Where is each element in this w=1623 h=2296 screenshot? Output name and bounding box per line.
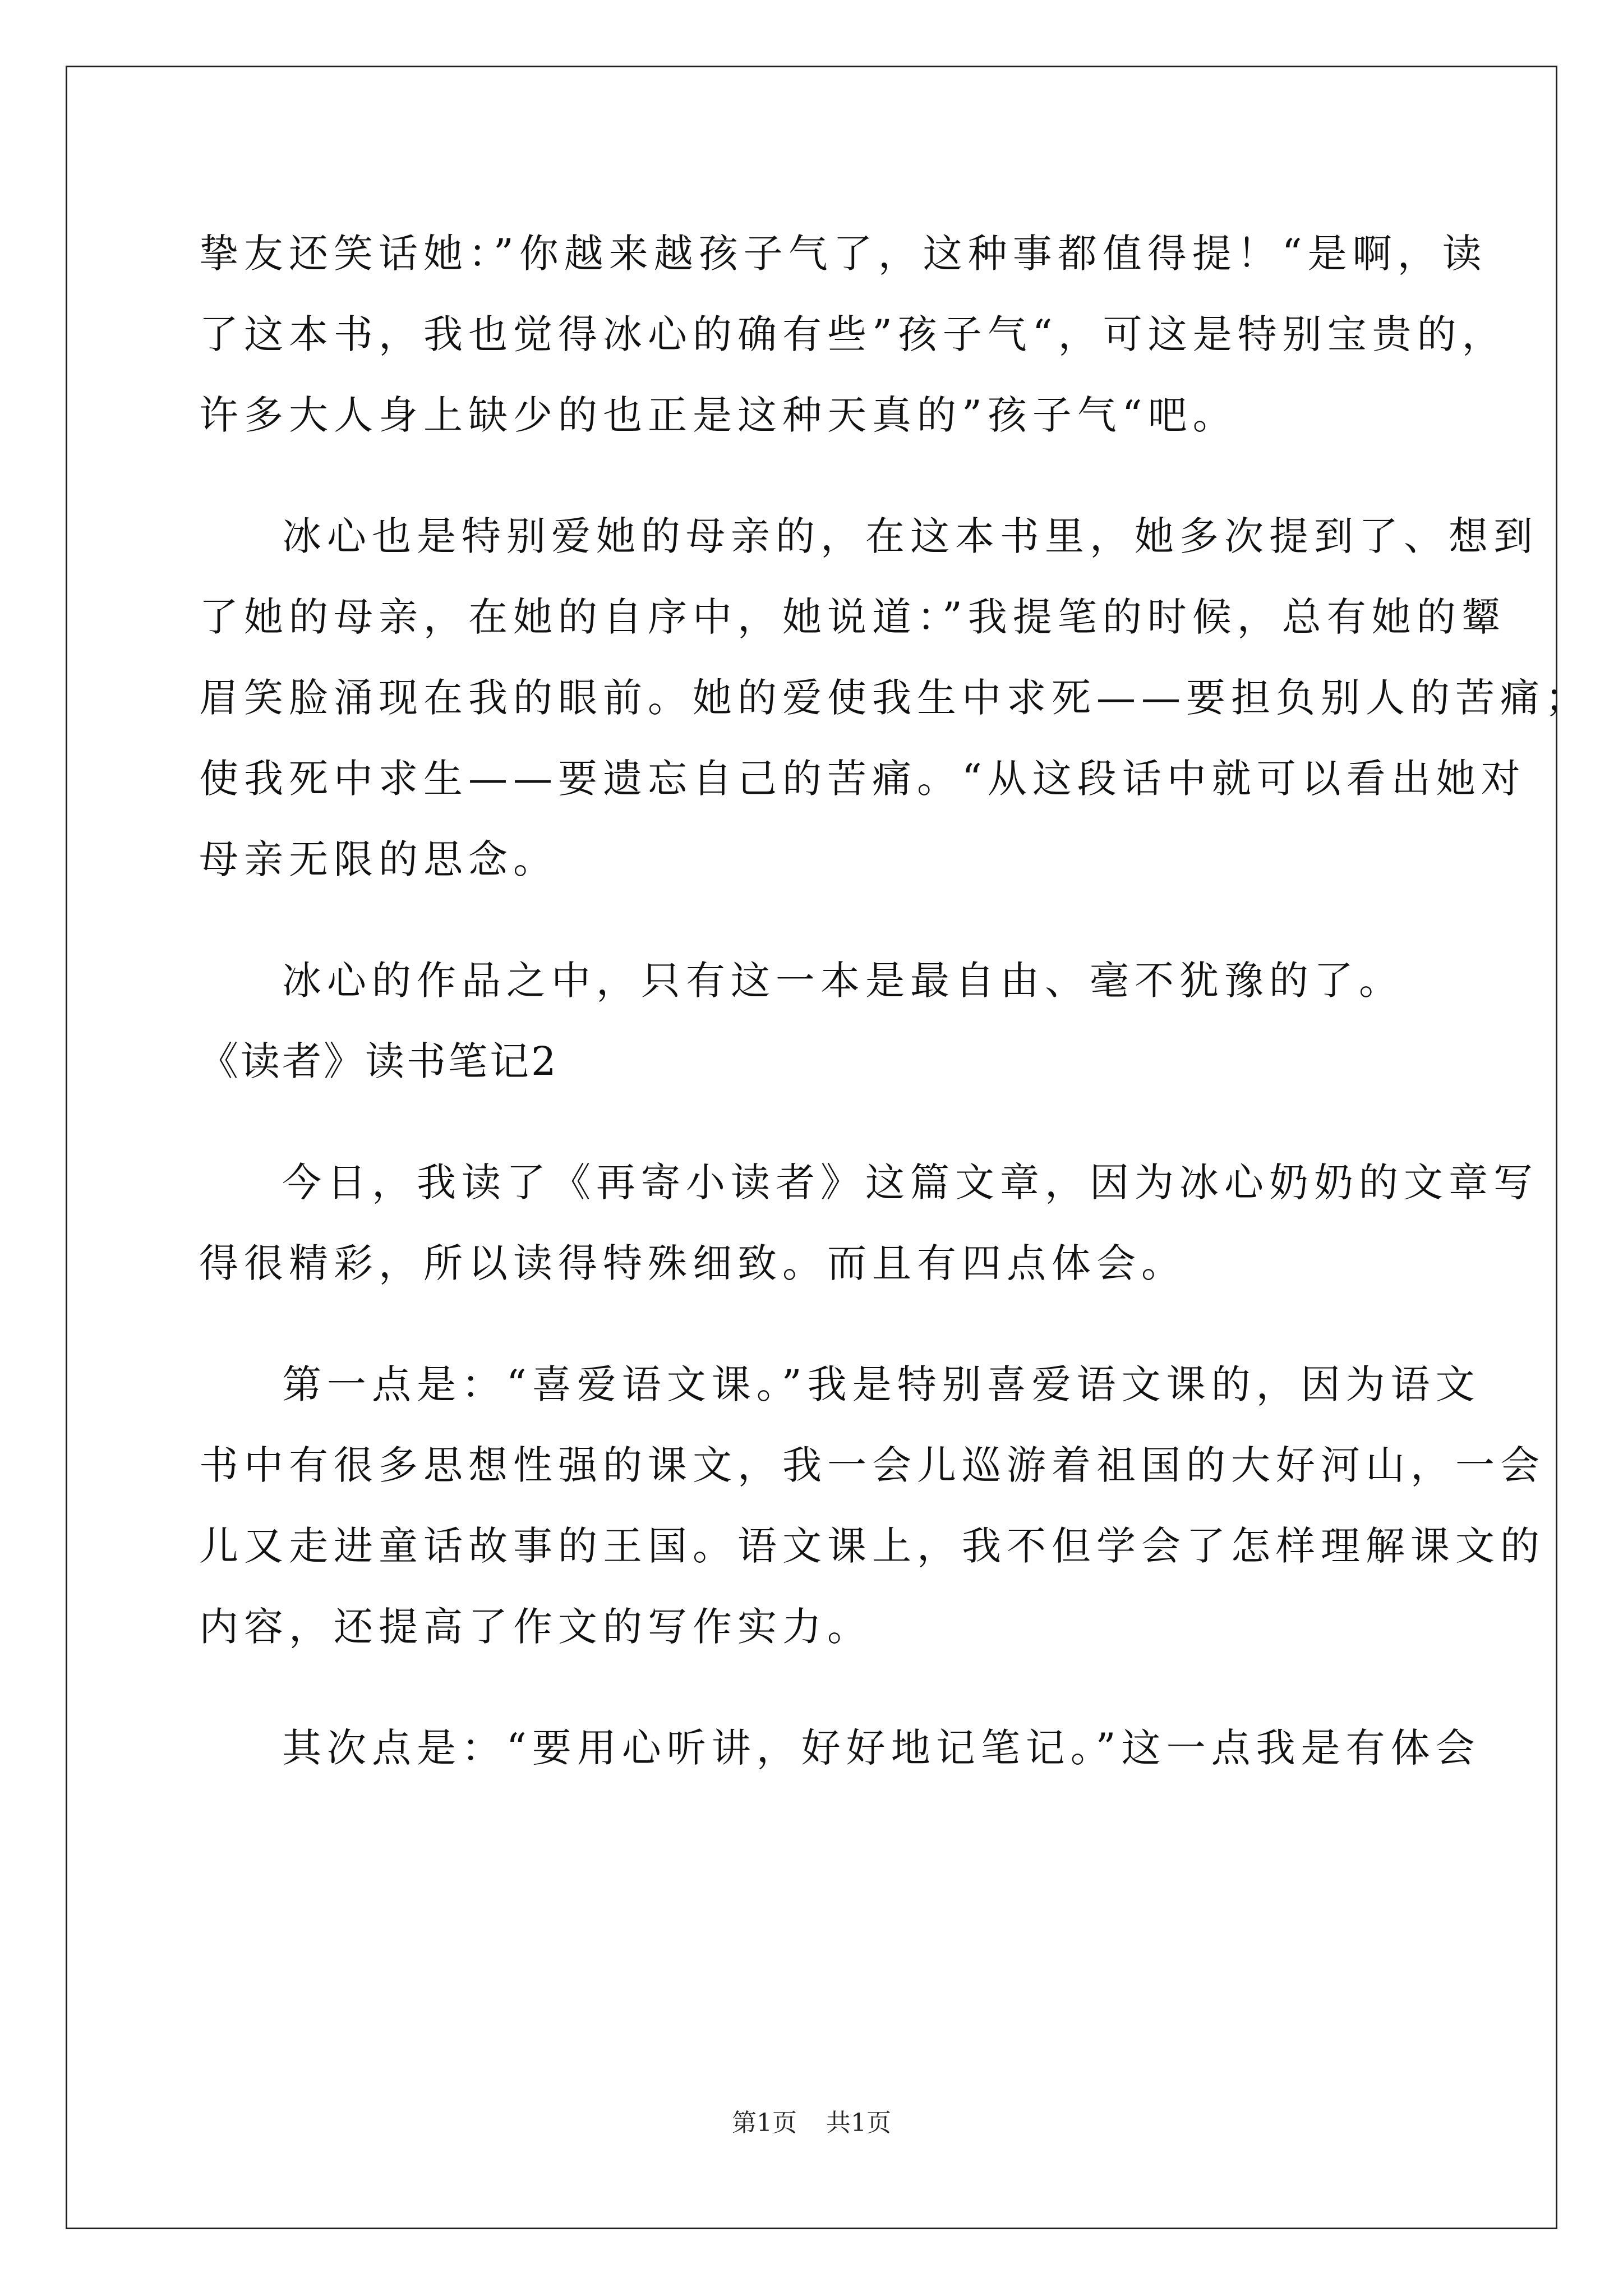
paragraph [199,940,1455,1021]
paragraph [199,1344,1545,1667]
text-line: 儿又走进童话故事的王国。语文课上，我不但学会了怎样理解课文的 [199,1523,1545,1569]
paragraph [199,213,1507,455]
text-line: 挚友还笑话她：”你越来越孩子气了，这种事都值得提！“是啊，读 [199,231,1487,277]
text-line: 第一点是：“喜爱语文课。”我是特别喜爱语文课的，因为语文 [282,1361,1481,1407]
text-line: 冰心也是特别爱她的母亲的，在这本书里，她多次提到了、想到 [282,513,1538,559]
text-line: 其次点是：“要用心听讲，好好地记笔记。”这一点我是有体会 [282,1725,1481,1771]
text-line: 许多大人身上缺少的也正是这种天真的”孩子气“吧。 [199,392,1238,438]
text-line: 眉笑脸涌现在我的眼前。她的爱使我生中求死——要担负别人的苦痛； [199,675,1590,721]
document-body [199,213,1590,1788]
section-heading [199,1021,1455,1102]
paragraph [199,1142,1538,1304]
page-number: 第1页 [732,2109,797,2137]
page-total: 共1页 [826,2109,891,2137]
text-line: 得很精彩，所以读得特殊细致。而且有四点体会。 [199,1240,1186,1286]
paragraph [199,496,1590,900]
heading-text: 《读者》读书笔记2 [199,1038,559,1084]
text-line: 今日，我读了《再寄小读者》这篇文章，因为冰心奶奶的文章写 [282,1159,1538,1205]
text-line: 冰心的作品之中，只有这一本是最自由、毫不犹豫的了。 [282,958,1404,1004]
page-footer [0,2106,1623,2140]
text-line: 内容，还提高了作文的写作实力。 [199,1604,872,1650]
paragraph [199,1708,1481,1788]
text-line: 了她的母亲，在她的自序中，她说道：”我提笔的时候，总有她的颦 [199,594,1506,640]
text-line: 书中有很多思想性强的课文，我一会儿巡游着祖国的大好河山，一会 [199,1442,1545,1488]
text-line: 母亲无限的思念。 [199,836,558,882]
text-line: 了这本书，我也觉得冰心的确有些”孩子气“，可这是特别宝贵的， [199,311,1507,357]
text-line: 使我死中求生——要遗忘自己的苦痛。“从这段话中就可以看出她对 [199,756,1526,802]
